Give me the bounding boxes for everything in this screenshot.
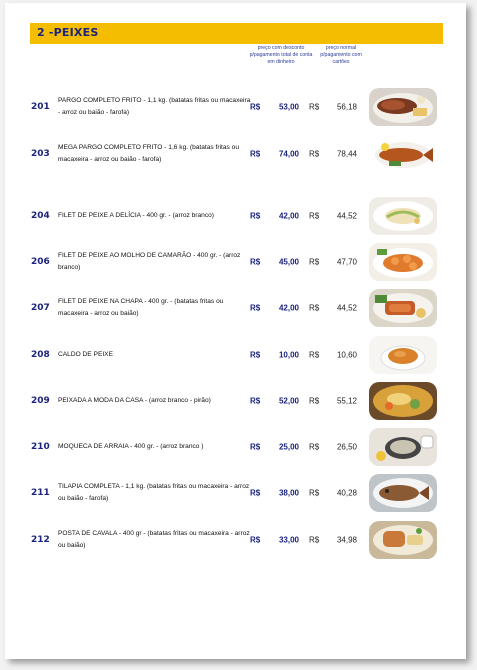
fried-tilapia-photo (369, 474, 437, 512)
item-description: TILAPIA COMPLETA - 1,1 kg. (batatas fritas ou macaxeira - arroz ou baião - farofa) (58, 483, 250, 502)
normal-currency: R$ (309, 257, 320, 267)
menu-page (5, 3, 466, 659)
item-description: CALDO DE PEIXE (58, 351, 113, 358)
normal-currency: R$ (309, 488, 320, 498)
stingray-moqueca-photo (369, 428, 437, 466)
menu-item (5, 201, 466, 231)
normal-currency: R$ (309, 149, 320, 159)
normal-currency: R$ (309, 535, 320, 545)
item-description: POSTA DE CAVALA - 400 gr - (batatas fritas ou macaxeira - arroz ou baião) (58, 530, 250, 549)
item-number: 203 (31, 149, 50, 159)
normal-currency: R$ (309, 303, 320, 313)
menu-item (5, 432, 466, 462)
normal-price: 40,28 (336, 488, 357, 498)
cash-price: 45,00 (278, 257, 299, 267)
item-number: 204 (31, 211, 50, 221)
cash-currency: R$ (250, 211, 261, 221)
cash-price: 74,00 (278, 149, 299, 159)
fish-shrimp-sauce-photo (369, 243, 437, 281)
cash-currency: R$ (250, 488, 261, 498)
menu-item (5, 139, 466, 169)
cash-price: 52,00 (278, 396, 299, 406)
cash-price: 10,00 (278, 350, 299, 360)
cash-price: 42,00 (278, 211, 299, 221)
mackerel-steak-photo (369, 521, 437, 559)
cash-currency: R$ (250, 303, 261, 313)
cash-price: 33,00 (278, 535, 299, 545)
menu-item (5, 386, 466, 416)
normal-currency: R$ (309, 396, 320, 406)
menu-item (5, 340, 466, 370)
fried-whole-fish-photo (369, 135, 437, 173)
cash-price-column-header: preço com desconto p/pagamento total de conta em dinheiro (249, 45, 313, 65)
cash-currency: R$ (250, 102, 261, 112)
menu-item (5, 478, 466, 508)
normal-price-column-header: preço normal p/pagamento com cartões (320, 45, 362, 65)
item-number: 211 (31, 488, 50, 498)
section-title: 2 -PEIXES (37, 26, 99, 39)
grilled-fish-fillet-photo (369, 289, 437, 327)
cash-price: 42,00 (278, 303, 299, 313)
normal-price: 44,52 (336, 211, 357, 221)
cash-price: 38,00 (278, 488, 299, 498)
normal-currency: R$ (309, 442, 320, 452)
fish-soup-photo (369, 336, 437, 374)
cash-currency: R$ (250, 149, 261, 159)
menu-item (5, 92, 466, 122)
normal-price: 47,70 (336, 257, 357, 267)
normal-price: 55,12 (336, 396, 357, 406)
item-description: MEGA PARGO COMPLETO FRITO - 1,6 kg. (batatas fritas ou macaxeira - arroz ou baião - farofa) (58, 144, 240, 163)
item-number: 206 (31, 257, 50, 267)
menu-item (5, 293, 466, 323)
normal-currency: R$ (309, 211, 320, 221)
normal-price: 10,60 (336, 350, 357, 360)
cash-price: 25,00 (278, 442, 299, 452)
item-description: FILET DE PEIXE NA CHAPA - 400 gr. - (batatas fritas ou macaxeira - arroz ou baião) (58, 298, 224, 317)
item-description: FILET DE PEIXE A DELÍCIA - 400 gr. - (arroz branco) (58, 212, 214, 219)
cash-currency: R$ (250, 350, 261, 360)
item-number: 209 (31, 396, 50, 406)
cash-currency: R$ (250, 257, 261, 267)
menu-item (5, 525, 466, 555)
fish-fillet-cream-photo (369, 197, 437, 235)
fried-fish-platter-photo (369, 88, 437, 126)
cash-currency: R$ (250, 535, 261, 545)
normal-price: 34,98 (336, 535, 357, 545)
normal-price: 56,18 (336, 102, 357, 112)
menu-item (5, 247, 466, 277)
cash-price: 53,00 (278, 102, 299, 112)
normal-currency: R$ (309, 350, 320, 360)
item-number: 212 (31, 535, 50, 545)
fish-stew-photo (369, 382, 437, 420)
item-description: MOQUECA DE ARRAIA - 400 gr. - (arroz branco ) (58, 443, 204, 450)
item-description: FILET DE PEIXE AO MOLHO DE CAMARÃO - 400 gr. - (arroz branco) (58, 252, 241, 271)
normal-currency: R$ (309, 102, 320, 112)
item-description: PEIXADA A MODA DA CASA - (arroz branco - pirão) (58, 397, 211, 404)
section-banner (30, 23, 443, 44)
cash-currency: R$ (250, 396, 261, 406)
item-description: PARGO COMPLETO FRITO - 1,1 kg. (batatas fritas ou macaxeira - arroz ou baião - farofa) (58, 97, 251, 116)
normal-price: 44,52 (336, 303, 357, 313)
item-number: 208 (31, 350, 50, 360)
item-number: 201 (31, 102, 50, 112)
cash-currency: R$ (250, 442, 261, 452)
normal-price: 78,44 (336, 149, 357, 159)
item-number: 207 (31, 303, 50, 313)
item-number: 210 (31, 442, 50, 452)
normal-price: 26,50 (336, 442, 357, 452)
